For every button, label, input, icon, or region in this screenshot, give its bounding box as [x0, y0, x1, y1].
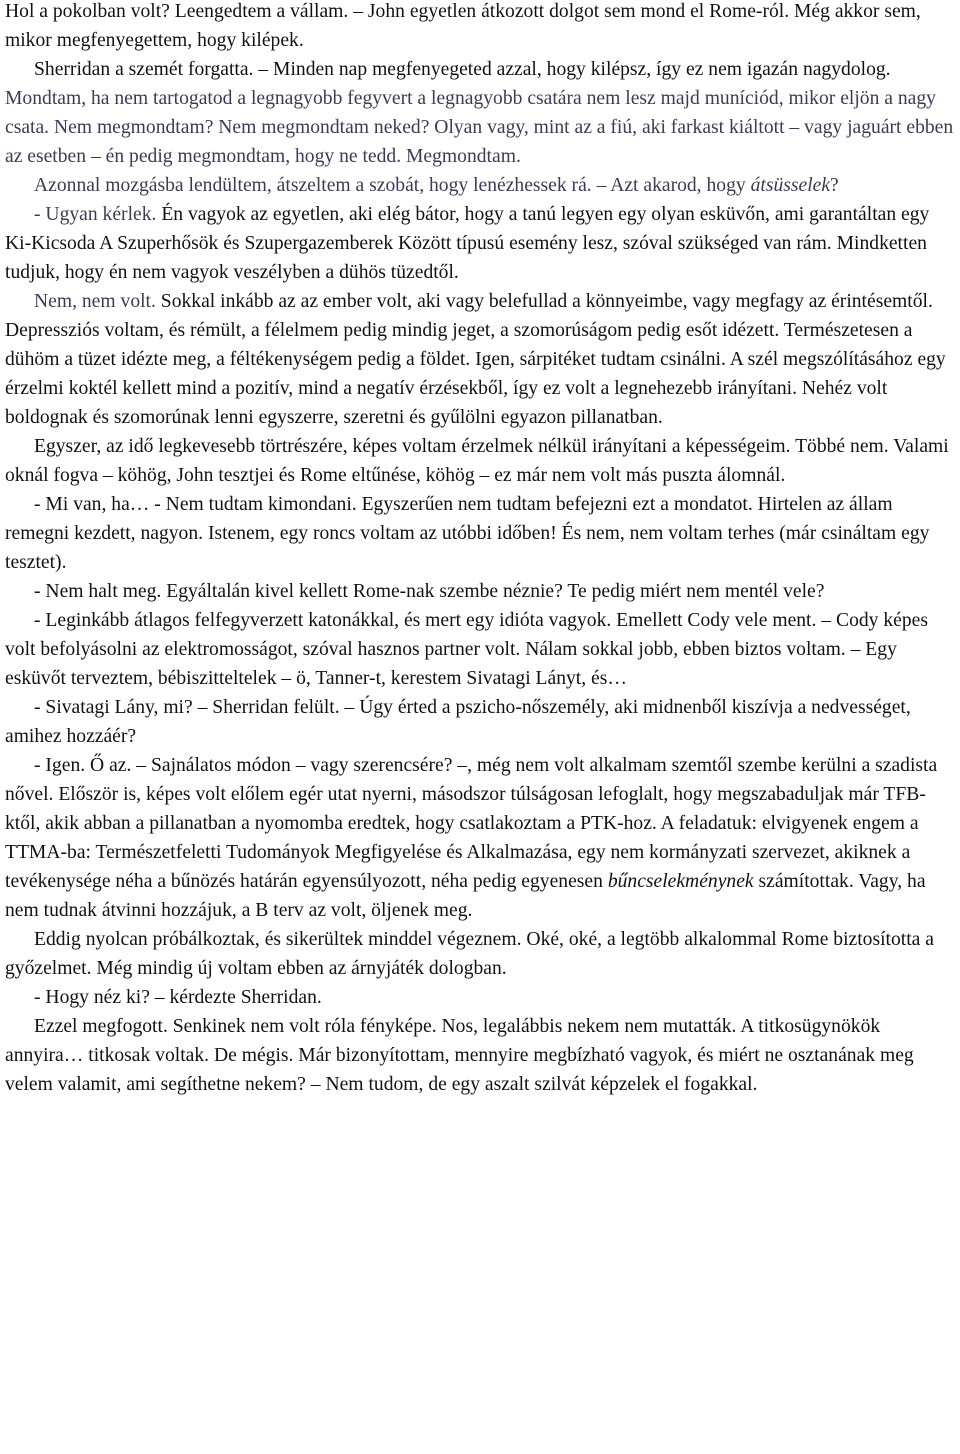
- paragraph: [5, 171, 955, 200]
- text-segment: Eddig nyolcan próbálkoztak, és sikerültek minddel végeznem. Oké, oké, a legtöbb alkalommal Rome biztosította a győzelmet. Még mindig új voltam ebben az árnyjáték dologban.: [5, 929, 934, 979]
- paragraph: [5, 606, 955, 693]
- paragraph: [5, 0, 955, 55]
- paragraph: [5, 55, 955, 171]
- text-segment: Sherridan a szemét forgatta. – Minden nap megfenyegeted azzal, hogy kilépsz, így ez nem igazán nagydolog.: [34, 59, 891, 80]
- text-segment: Azonnal mozgásba lendültem, átszeltem a szobát, hogy lenézhessek rá. – Azt akarod, hogy: [34, 175, 751, 196]
- paragraph: [5, 983, 955, 1012]
- text-segment: - Nem halt meg. Egyáltalán kivel kellett Rome-nak szembe néznie? Te pedig miért nem mentél vele?: [34, 581, 825, 602]
- paragraph: [5, 287, 955, 432]
- text-segment: Hol a pokolban volt? Leengedtem a vállam. – John egyetlen átkozott dolgot sem mond el Rome-ról. Még akkor sem, mikor megfenyegettem, hogy kilépek.: [5, 1, 921, 51]
- text-segment: számítottak. Vagy, ha nem tudnak átvinni hozzájuk, a B terv az volt, öljenek meg.: [5, 871, 926, 921]
- text-segment: bűncselekménynek: [607, 871, 754, 892]
- text-segment: - Igen. Ő az. – Sajnálatos módon – vagy szerencsére? –, még nem volt alkalmam szemtől szembe kerülni a szadista nővel. Először is, képes volt előlem egér utat nyerni, másodszor túlságosan lefoglalt, hogy megszabaduljak már TFB-ktől, akik abban a pillanatban a nyomomba eredtek, hogy csatlakoztam a PTK-hoz. A feladatuk: elvigyenek engem a TTMA-ba: Természetfeletti Tudományok Megfigyelése és Alkalmazása, egy nem kormányzati szervezet, akiknek a tevékenysége néha a bűnözés határán egyensúlyozott, néha pedig egyenesen: [5, 755, 938, 892]
- text-segment: Ezzel megfogott. Senkinek nem volt róla fényképe. Nos, legalábbis nekem nem mutatták. A titkosügynökök annyira… titkosak voltak. De mégis. Már bizonyítottam, mennyire megbízható vagyok, és miért ne osztanának meg velem valamit, ami segíthetne nekem? – Nem tudom, de egy aszalt szilvát képzelek el fogakkal.: [5, 1016, 914, 1095]
- text-segment: Sokkal inkább az az ember volt, aki vagy belefullad a könnyeimbe, vagy megfagy az érintésemtől. Depressziós voltam, és rémült, a félelmem pedig mindig jeget, a szomorúságom pedig esőt idézett. Természetesen a dühöm a tüzet idézte meg, a féltékenységem pedig a földet. Igen, sárpitéket tudtam csinálni. A szél megszólításához egy érzelmi koktél kellett mind a pozitív, mind a negatív érzésekből, így ez volt a legnehezebb irányítani. Nehéz volt boldognak és szomorúnak lenni egyszerre, szeretni és gyűlölni egyazon pillanatban.: [5, 291, 946, 428]
- paragraph: [5, 200, 955, 287]
- paragraph: [5, 577, 955, 606]
- paragraph: [5, 751, 955, 925]
- text-segment: Mondtam, ha nem tartogatod a legnagyobb fegyvert a legnagyobb csatára nem lesz majd muníciód, mikor eljön a nagy csata. Nem megmondtam? Nem megmondtam neked? Olyan vagy, mint az a fiú, aki farkast kiáltott – vagy jaguárt ebben az esetben – én pedig megmondtam, hogy ne tedd. Megmondtam.: [5, 88, 954, 167]
- document-page: [5, 0, 955, 1099]
- text-segment: Én vagyok az egyetlen, aki elég bátor, hogy a tanú legyen egy olyan esküvőn, ami garantáltan egy Ki-Kicsoda A Szuperhősök és Szupergazemberek Között típusú esemény lesz, szóval szükséged van rám. Mindketten tudjuk, hogy én nem vagyok veszélyben a dühös tüzedtől.: [5, 204, 930, 283]
- paragraph: [5, 432, 955, 490]
- text-segment: Nem, nem volt.: [34, 291, 161, 312]
- paragraph: [5, 490, 955, 577]
- text-segment: - Mi van, ha… - Nem tudtam kimondani. Egyszerűen nem tudtam befejezni ezt a mondatot. Hirtelen az állam remegni kezdett, nagyon. Istenem, egy roncs voltam az utóbbi időben! És nem, nem voltam terhes (már csináltam egy tesztet).: [5, 494, 930, 573]
- text-segment: Egyszer, az idő legkevesebb törtrészére, képes voltam érzelmek nélkül irányítani a képességeim. Többé nem. Valami oknál fogva – köhög, John tesztjei és Rome eltűnése, köhög – ez már nem volt más puszta álomnál.: [5, 436, 949, 486]
- text-segment: - Leginkább átlagos felfegyverzett katonákkal, és mert egy idióta vagyok. Emellett Cody vele ment. – Cody képes volt befolyásolni az elektromosságot, szóval hasznos partner volt. Nálam sokkal jobb, ebben biztos voltam. – Egy esküvőt terveztem, bébiszitteltelek – ö, Tanner-t, kerestem Sivatagi Lányt, és…: [5, 610, 928, 689]
- paragraph: [5, 1012, 955, 1099]
- text-segment: - Hogy néz ki? – kérdezte Sherridan.: [34, 987, 322, 1008]
- paragraph: [5, 925, 955, 983]
- text-segment: - Ugyan kérlek.: [34, 204, 162, 225]
- text-segment: - Sivatagi Lány, mi? – Sherridan felült. – Úgy érted a pszicho-nőszemély, aki midnenből kiszívja a nedvességet, amihez hozzáér?: [5, 697, 911, 747]
- text-segment: átsüsselek: [750, 175, 831, 196]
- paragraph: [5, 693, 955, 751]
- text-segment: ?: [830, 175, 839, 196]
